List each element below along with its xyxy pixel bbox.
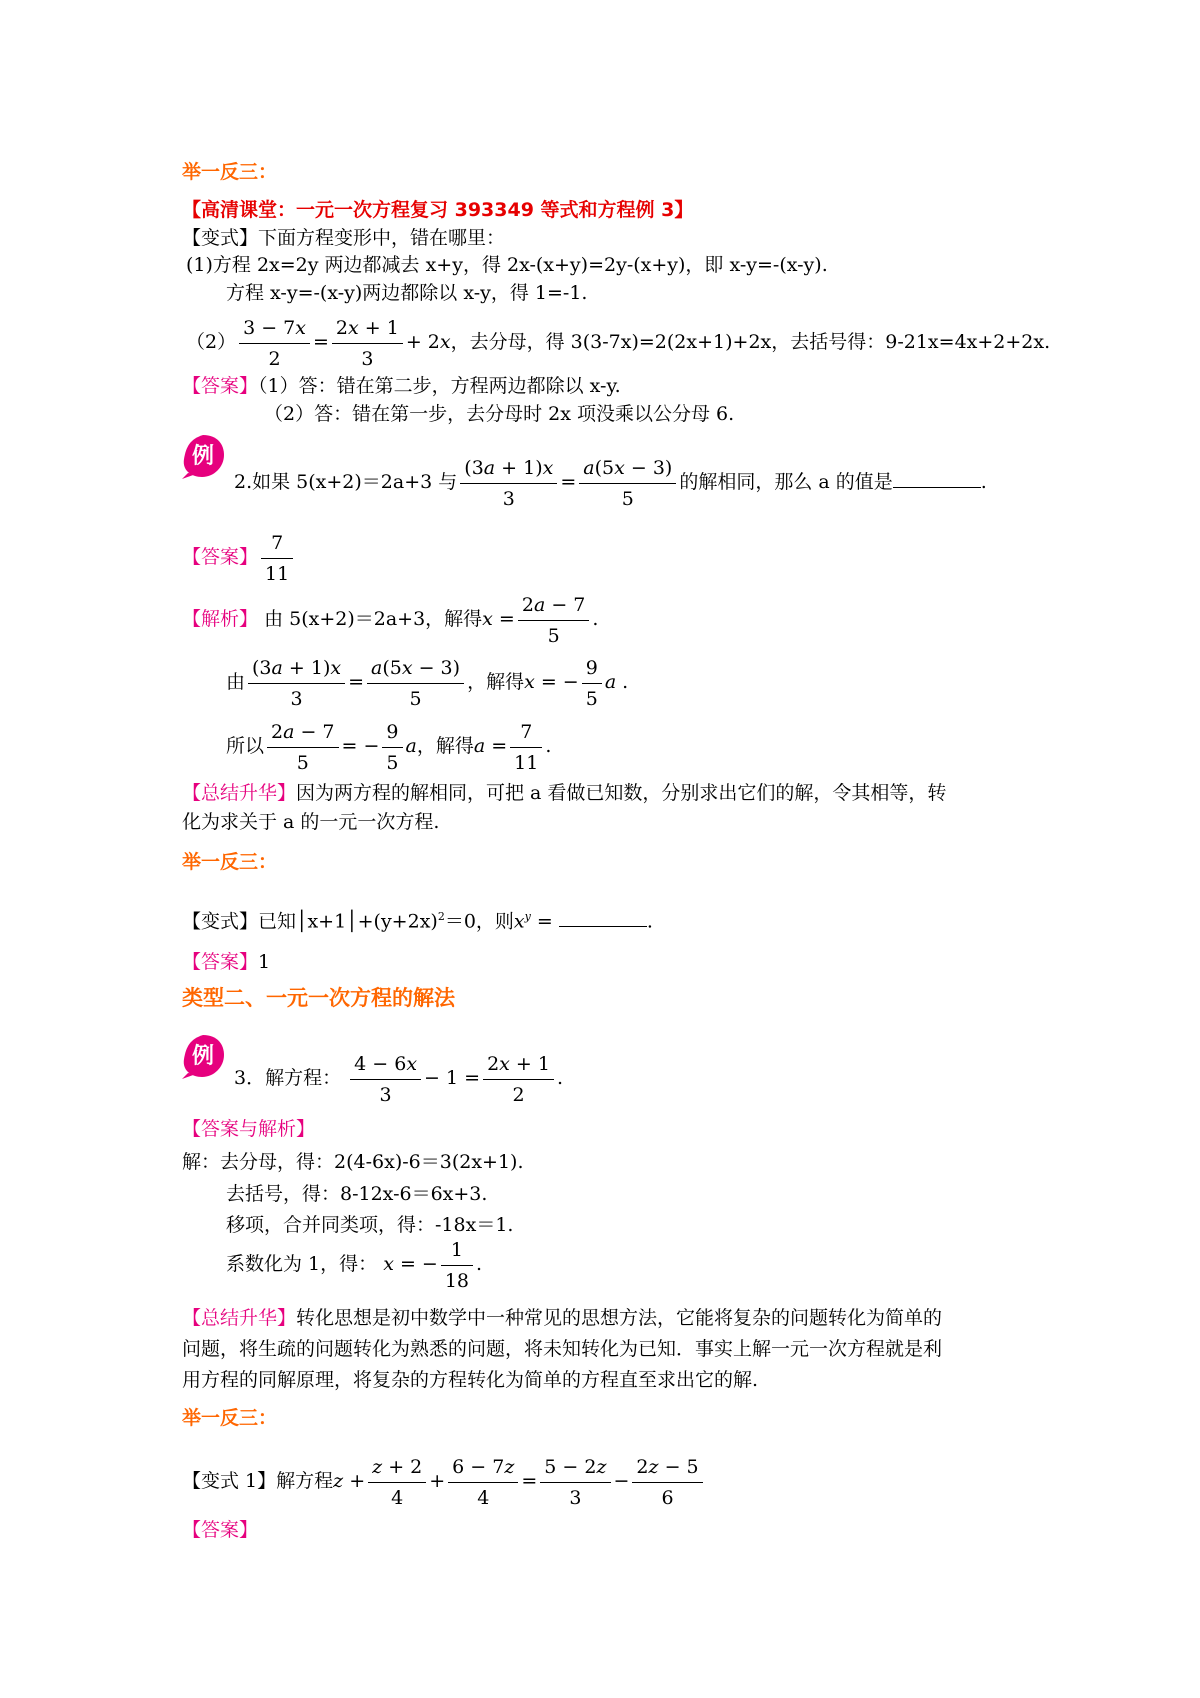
example-3-lead: 3．解方程： <box>234 1067 342 1089</box>
problem-2: （2） $\frac{3 - 7x}{2}$ = $\frac{2x + 1}{3}$ + 2x，去分母，得 3(3-7x)=2(2x+1)+2x，去括号得：9-21x=4x+2+2x. <box>186 312 1050 374</box>
solution-step-4: 系数化为 1，得： x = − $\frac{1}{18}$ . <box>226 1234 482 1296</box>
fraction: $\frac{2a - 7}{5}$ <box>518 590 590 651</box>
fraction: $\frac{2x + 1}{3}$ <box>332 313 403 374</box>
variant-text: 下面方程变形中，错在哪里： <box>258 227 506 249</box>
answer-3-value: 1 <box>258 951 271 973</box>
example-3: 3．解方程： $\frac{4 - 6x}{3}$ − 1 = $\frac{2x + 1}{2}$ . <box>234 1048 563 1110</box>
answer-line-2 <box>182 527 296 589</box>
fraction: $\frac{7}{11}$ <box>261 528 293 589</box>
example-2: 2.如果 5(x+2)＝2a+3 与 $\frac{(3a + 1)x}{3}$ = $\frac{a(5x - 3)}{5}$ 的解相同，那么 a 的值是 . <box>234 452 987 514</box>
problem-1a: (1)方程 2x=2y 两边都减去 x+y，得 2x-(x+y)=2y-(x+y)，即 x-y=-(x-y). <box>186 254 828 276</box>
summary-text-1b: 化为求关于 a 的一元一次方程. <box>182 811 440 833</box>
fraction: $\frac{3 - 7x}{2}$ <box>239 313 310 374</box>
section-heading-practice-1: 举一反三： <box>182 161 278 183</box>
fraction: $\frac{(3a + 1)x}{3}$ <box>248 653 345 714</box>
fraction: $\frac{2x + 1}{2}$ <box>483 1049 554 1110</box>
answer-1a: （1）答：错在第二步，方程两边都除以 x-y. <box>258 375 621 397</box>
answer-blank <box>893 471 981 488</box>
fraction: $\frac{a(5x - 3)}{5}$ <box>367 653 464 714</box>
answer-analysis-tag: 【答案与解析】 <box>182 1118 316 1140</box>
variant-line <box>182 226 505 250</box>
solution-step-3: 移项，合并同类项，得：-18x＝1. <box>226 1214 514 1236</box>
problem-1b: 方程 x-y=-(x-y)两边都除以 x-y，得 1=-1. <box>226 282 588 304</box>
variant-1-text: 解方程 <box>276 1470 334 1492</box>
answer-1b: （2）答：错在第一步，去分母时 2x 项没乘以公分母 6. <box>264 403 735 425</box>
summary-text-2a: 转化思想是初中数学中一种常见的思想方法，它能将复杂的问题转化为简单的 <box>296 1307 943 1329</box>
example-badge-char: 例 <box>191 444 215 469</box>
variant-3-line: 【变式 1】解方程z + $\frac{z + 2}{4}$ + $\frac{6 - 7z}{4}$ = $\frac{5 - 2z}{3}$ − $\frac{2z - 5}{6}$ <box>182 1451 706 1513</box>
answer-line-3 <box>182 950 270 974</box>
fraction: $\frac{6 - 7z}{4}$ <box>448 1452 518 1513</box>
answer-tag-last: 【答案】 <box>182 1519 259 1541</box>
summary-line-1 <box>182 781 946 805</box>
variant-2-line: 【变式】已知$│x+1│+(y+2x)^2=0$，则$x^y$ = . <box>182 910 653 933</box>
example-2-lead: 2.如果 5(x+2)＝2a+3 与 <box>234 471 458 493</box>
answer-blank <box>559 910 647 927</box>
problem-2-text: ，去分母，得 3(3-7x)=2(2x+1)+2x，去括号得：9-21x=4x+2+2x. <box>450 331 1051 353</box>
analysis-line-2: 由 $\frac{(3a + 1)x}{3}$ = $\frac{a(5x - 3)}{5}$ ，解得x = − $\frac{9}{5}$ a . <box>226 652 628 714</box>
analysis-text-3a: 所以 <box>226 735 265 757</box>
fraction: $\frac{a(5x - 3)}{5}$ <box>579 453 676 514</box>
fraction: $\frac{9}{5}$ <box>382 717 402 778</box>
fraction: $\frac{(3a + 1)x}{3}$ <box>460 453 557 514</box>
answer-tag: 【答案】 <box>182 546 259 568</box>
solution-step-1: 解：去分母，得：2(4-6x)-6＝3(2x+1). <box>182 1151 524 1173</box>
summary-tag: 【总结升华】 <box>182 1307 297 1329</box>
variant-1-tag: 【变式 1】 <box>182 1470 277 1492</box>
example-2-tail: 的解相同，那么 a 的值是 <box>679 471 893 493</box>
summary-text-2c: 用方程的同解原理，将复杂的方程转化为简单的方程直至求出它的解. <box>182 1369 759 1391</box>
answer-tag: 【答案】 <box>182 375 259 397</box>
summary-text-1a: 因为两方程的解相同，可把 a 看做已知数，分别求出它们的解，令其相等，转 <box>296 782 947 804</box>
fraction: $\frac{z + 2}{4}$ <box>368 1452 426 1513</box>
fraction: $\frac{9}{5}$ <box>582 653 602 714</box>
section-heading-practice-2: 举一反三： <box>182 851 278 873</box>
analysis-tag: 【解析】 <box>182 608 259 630</box>
solution-step-4-text: 系数化为 1，得： <box>226 1253 378 1275</box>
section-heading-practice-3: 举一反三： <box>182 1407 278 1429</box>
analysis-text-2b: ，解得 <box>467 671 525 693</box>
summary-tag: 【总结升华】 <box>182 782 297 804</box>
analysis-text-2a: 由 <box>226 671 246 693</box>
section-type-2-heading: 类型二、一元一次方程的解法 <box>182 986 455 1010</box>
variant-tag: 【变式】 <box>182 910 259 933</box>
fraction: $\frac{7}{11}$ <box>510 717 542 778</box>
fraction: $\frac{2z - 5}{6}$ <box>632 1452 702 1513</box>
fraction: $\frac{4 - 6x}{3}$ <box>350 1049 421 1110</box>
problem-2-label: （2） <box>186 331 237 353</box>
variant-tag: 【变式】 <box>182 227 259 249</box>
answer-line-1 <box>182 374 621 398</box>
variant-2-mid: ＝0，则 <box>444 910 514 933</box>
answer-tag: 【答案】 <box>182 951 259 973</box>
analysis-text-1: 由 5(x+2)＝2a+3，解得 <box>264 608 483 630</box>
analysis-line-1: 【解析】 由 5(x+2)＝2a+3，解得x = $\frac{2a - 7}{5}$ . <box>182 589 598 651</box>
variant-2-text: 已知│x+1│+(y+2x) <box>258 910 438 933</box>
analysis-text-3b: ，解得 <box>416 735 474 757</box>
fraction: $\frac{5 - 2z}{3}$ <box>540 1452 610 1513</box>
fraction: $\frac{2a - 7}{5}$ <box>267 717 339 778</box>
example-badge-icon <box>180 433 226 479</box>
solution-step-2: 去括号，得：8-12x-6＝6x+3. <box>226 1183 488 1205</box>
analysis-line-3: 所以 $\frac{2a - 7}{5}$ = − $\frac{9}{5}$ a，解得a = $\frac{7}{11}$ . <box>226 716 551 778</box>
fraction: $\frac{1}{18}$ <box>441 1235 473 1296</box>
example-badge-char: 例 <box>191 1044 215 1069</box>
summary-text-2b: 问题，将生疏的问题转化为熟悉的问题，将未知转化为已知．事实上解一元一次方程就是利 <box>182 1338 943 1360</box>
summary-line-2 <box>182 1306 942 1330</box>
reference-title: 【高清课堂：一元一次方程复习 393349 等式和方程例 3】 <box>182 199 694 221</box>
example-badge-icon <box>180 1033 226 1079</box>
